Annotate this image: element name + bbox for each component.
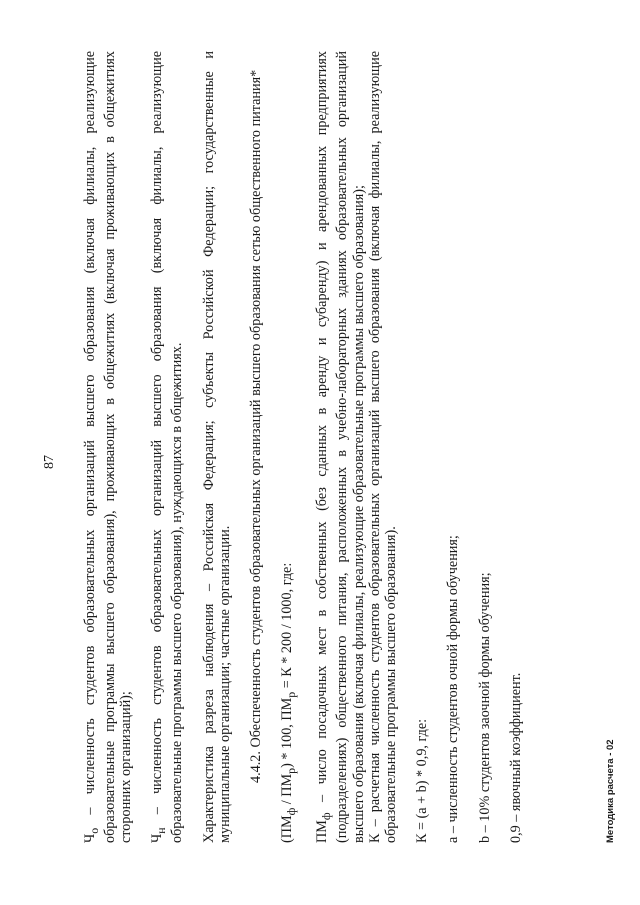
breakdown-characteristic: Характеристика разреза наблюдения – Российская Федерация; субъекты Российской Федерации; государственные и муниципальные организации; частные организации.	[200, 51, 233, 843]
page-number: 87	[42, 455, 57, 469]
definition-ch-n: $Ч_н$ – численность студентов образовательных организаций высшего образования (включая филиалы, реализующие образовательные программы высшего образования), нуждающихся в общежитиях.	[149, 51, 186, 843]
definition-a: a – численность студентов очной формы обучения;	[445, 535, 462, 843]
document-body	[82, 51, 524, 843]
section-heading: 4.4.2. Обеспеченность студентов образовательных организаций высшего образования сетью общественного питания*	[248, 69, 265, 783]
definition-b: b – 10% студентов заочной формы обучения;	[476, 572, 493, 843]
definition-k: К – расчетная численность студентов образовательных организаций высшего образования (включая филиалы, реализующие образовательные программы высшего образования).	[366, 51, 399, 843]
definition-coefficient: 0,9 – явочный коэффициент.	[507, 672, 524, 843]
definition-ch-o: $Ч_о$ – численность студентов образовательных организаций высшего образования (включая филиалы, реализующие образовательные программы высшего образования), проживающих в общежитиях (включая проживающих в общежитиях сторонних организаций);	[82, 51, 135, 843]
definition-pm-f: $ПМ_ф$ – число посадочных мест в собственных (без сданных в аренду и субаренду) и арендованных предприятиях (подразделениях) общественного питания, расположенных в учебно-лабораторных зданиях образовательных организаций высшего образования (включая филиалы, реализующие образовательные программы высшего образования);	[314, 51, 367, 843]
formula-k: К = (а + b) * 0,9, где:	[414, 718, 431, 843]
footer-label: Методика расчета - 02	[605, 739, 616, 843]
formula-main: $(ПМ_ф / ПМ_р) * 100$, $ПМ_р = К * 200 / 1000$, где:	[279, 562, 299, 843]
